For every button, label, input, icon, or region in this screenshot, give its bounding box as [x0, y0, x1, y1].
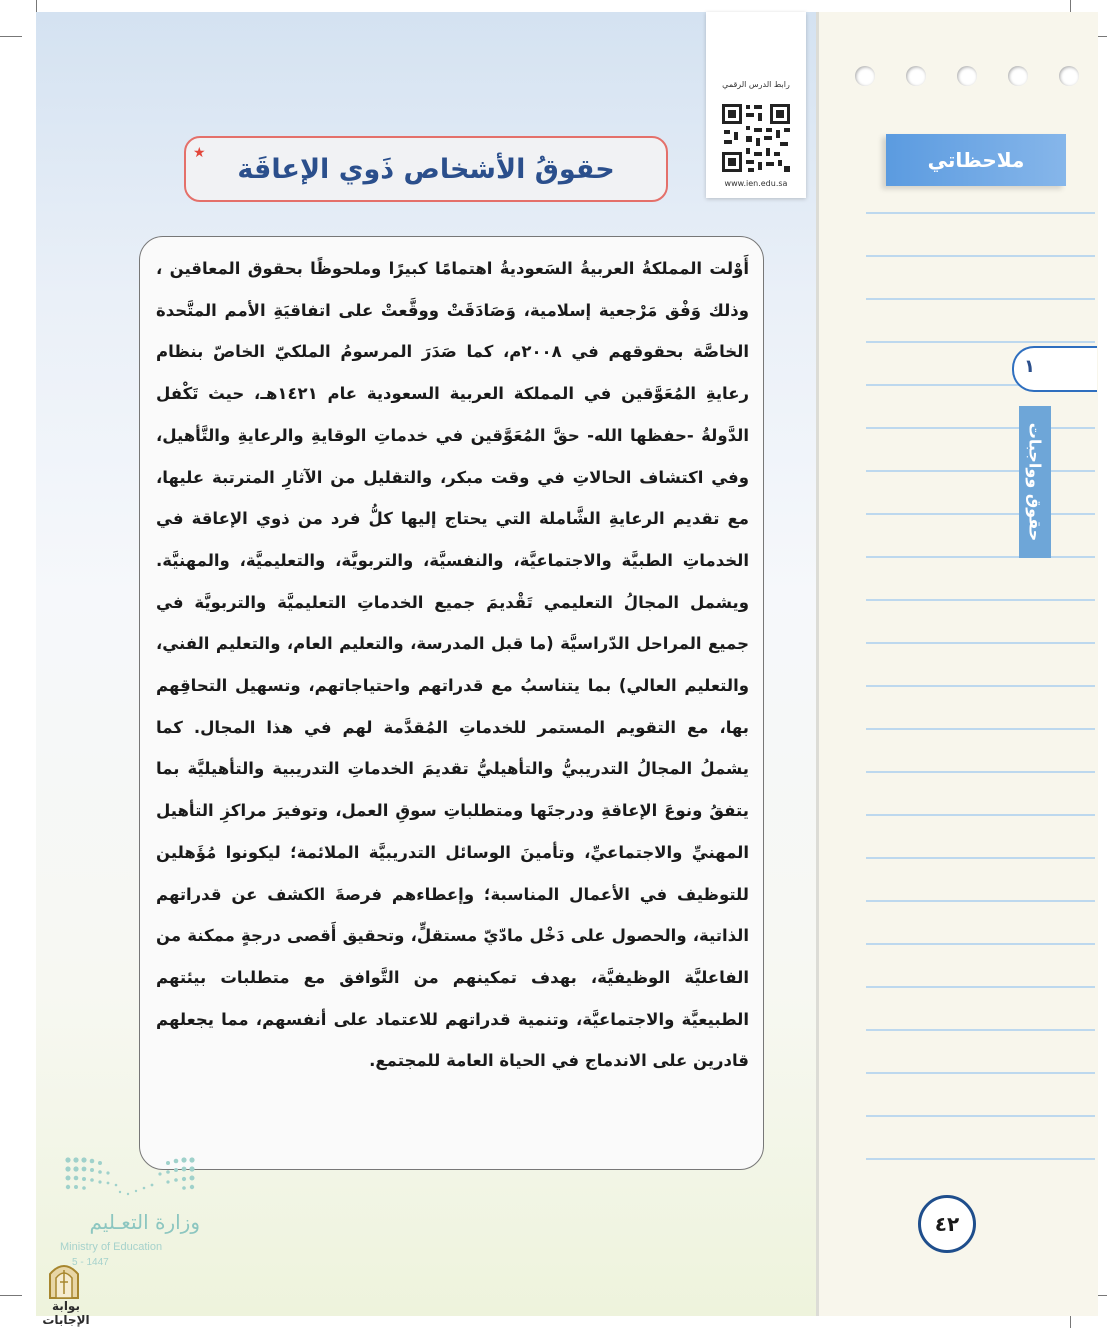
crop-mark: [0, 1295, 22, 1296]
notes-line: [866, 513, 1095, 515]
star-icon: ★: [193, 145, 206, 161]
binder-hole: [1008, 66, 1028, 86]
unit-name-ribbon: [1019, 406, 1051, 558]
qr-label: رابط الدرس الرقمي: [722, 80, 790, 89]
binder-hole: [957, 66, 977, 86]
binder-hole: [1059, 66, 1079, 86]
ministry-name-english: Ministry of Education: [60, 1241, 163, 1253]
notes-line: [866, 728, 1095, 730]
ministry-name-arabic: وزارة التعـليم: [89, 1210, 200, 1234]
notes-line: [866, 599, 1095, 601]
crop-mark: [0, 36, 22, 37]
watermark-gate-icon: [44, 1256, 84, 1300]
notes-line: [866, 212, 1095, 214]
ministry-logo-dots-icon: [60, 1154, 200, 1198]
unit-number: ١: [1024, 356, 1035, 377]
edition-year: 5 - 1447: [72, 1257, 109, 1268]
my-notes-tab: [886, 134, 1066, 186]
notes-line: [866, 986, 1095, 988]
notes-line: [866, 814, 1095, 816]
notes-column: [816, 12, 1098, 1316]
notes-line: [866, 642, 1095, 644]
notes-line: [866, 900, 1095, 902]
unit-number-tab: [1012, 346, 1097, 392]
binder-hole: [906, 66, 926, 86]
lesson-title-box: [184, 136, 668, 202]
notes-line: [866, 771, 1095, 773]
binder-hole: [855, 66, 875, 86]
notes-line: [866, 1072, 1095, 1074]
notes-line: [866, 298, 1095, 300]
lesson-body-text: أَوْلت المملكةُ العربيةُ السَعوديةُ اهتمامًا كبيرًا وملحوظًا بحقوق المعاقين ، وذلك وَفْق مَرْجعية إسلامية، وَصَادَقَتْ ووقَّعتْ على اتفاقيَةِ الأمم المتَّحدة الخاصَّة بحقوقهم في ٢٠٠٨م، كما صَدَرَ المرسومُ الملكيّ الخاصّ بنظام رعايةِ المُعَوَّقين في المملكة العربية السعودية عام ١٤٢١هـ، حيث تَكْفل الدَّولةُ -حفظها الله- حقَّ المُعَوَّقين في خدماتِ الوقايةِ والرعايةِ والتَّأهيل، وفي اكتشاف الحالاتِ في وقت مبكر، والتقليل من الآثارِ المترتبة عليها، مع تقديم الرعايةِ الشَّاملة التي يحتاج إليها كلُّ فرد من ذوي الإعاقة في الخدماتِ الطبيَّة والاجتماعيَّة، والنفسيَّة، والتربويَّة، والتعليميَّة، والمهنيَّة. ويشمل المجالُ التعليمي تَقْديمَ جميع الخدماتِ التعليميَّة والتربويَّة في جميع المراحل الدّراسيَّة (ما قبل المدرسة، والتعليم العام، والتعليم الفني، والتعليم العالي) بما يتناسبُ مع قدراتهم واحتياجاتهم، وتسهيل التحاقِهم بها، مع التقويم المستمر للخدماتِ المُقدَّمة لهم في هذا المجال. كما يشملُ المجالُ التدريبيُّ والتأهيليُّ تقديمَ الخدماتِ التدريبية والتأهيليَّة بما يتفقُ ونوعَ الإعاقةِ ودرجتَها ومتطلباتِ سوقِ العمل، وتوفيرَ مراكزِ التأهيل المهنيِّ والاجتماعيِّ، وتأمينَ الوسائل التدريبيَّة الملائمة؛ ليكونوا مُؤَهلين للتوظيف في الأعمال المناسبة؛ وإعطاءهم فرصةَ الكشف عن قدراتهم الذاتية، والحصول على دَخْل مادّيّ مستقلٍّ، وتحقيق أَقصى درجةٍ ممكنة من الفاعليَّة الوظيفيَّة، بهدف تمكينهم من التَّوافق مع متطلبات بيئتهم الطبيعيَّة والاجتماعيَّة، وتنمية قدراتهم للاعتماد على أنفسهم، مما يجعلهم قادرين على الاندماج في الحياة العامة للمجتمع.: [156, 259, 750, 1071]
notes-line: [866, 685, 1095, 687]
qr-url[interactable]: www.ien.edu.sa: [724, 179, 788, 188]
notes-line: [866, 857, 1095, 859]
my-notes-label: ملاحظاتي: [927, 148, 1025, 172]
qr-code-icon[interactable]: [720, 102, 792, 174]
notes-line: [866, 943, 1095, 945]
digital-lesson-qr-card[interactable]: [706, 12, 806, 198]
notes-line: [866, 1029, 1095, 1031]
notes-line: [866, 1115, 1095, 1117]
notes-line: [866, 255, 1095, 257]
notes-line: [866, 470, 1095, 472]
notes-line: [866, 427, 1095, 429]
notes-line: [866, 341, 1095, 343]
unit-name: حقوق وواجبات: [1025, 422, 1045, 542]
lesson-title: حقوقُ الأشخاص ذَوي الإعاقَة: [237, 153, 615, 185]
watermark-text: بوابة الإجابات: [42, 1299, 90, 1327]
page-number: ٤٢: [918, 1195, 976, 1253]
notes-line: [866, 556, 1095, 558]
notes-line: [866, 1158, 1095, 1160]
